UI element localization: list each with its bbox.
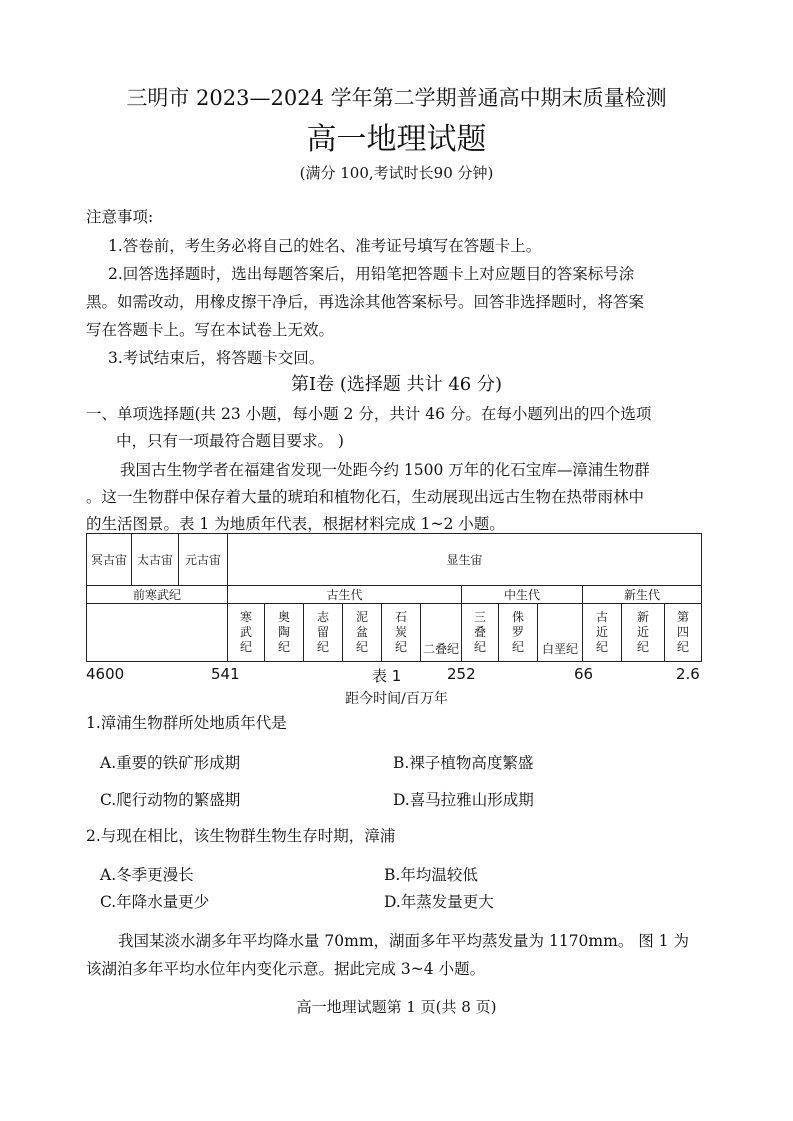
notice-item-2-line-3: 写在答题卡上。写在本试卷上无效。 bbox=[86, 321, 335, 339]
section-intro-line-2: 中，只有一项最符合题目要求。 ) bbox=[116, 432, 344, 450]
question-2-option-d: D.年蒸发量更大 bbox=[384, 893, 494, 911]
section-title: 第Ⅰ卷 (选择题 共计 46 分) bbox=[291, 374, 502, 395]
question-1-option-d: D.喜马拉雅山形成期 bbox=[393, 791, 534, 809]
table-caption: 表 1 bbox=[372, 667, 402, 685]
passage1-line-2: 。这一生物群中保存着大量的琥珀和植物化石，生动展现出远古生物在热带雨林中 bbox=[86, 488, 645, 506]
notice-heading: 注意事项: bbox=[86, 208, 154, 226]
eon-hadean: 冥古宙 bbox=[87, 534, 132, 586]
passage2-line-2: 该湖泊多年平均水位年内变化示意。据此完成 3~4 小题。 bbox=[86, 960, 486, 978]
axis-value-2-6: 2.6 bbox=[676, 665, 700, 683]
period-neogene: 新近纪 bbox=[622, 604, 665, 662]
notice-item-2-line-2: 黑。如需改动，用橡皮擦干净后，再选涂其他答案标号。回答非选择题时，将答案 bbox=[86, 293, 645, 311]
question-2-stem: 2.与现在相比，该生物群生物生存时期，漳浦 bbox=[86, 827, 396, 845]
section-intro-line-1: 一、单项选择题(共 23 小题，每小题 2 分，共计 46 分。在每小题列出的四个选项 bbox=[86, 405, 652, 423]
axis-value-4600: 4600 bbox=[86, 665, 125, 683]
paper-title: 高一地理试题 bbox=[306, 122, 487, 157]
era-paleozoic: 古生代 bbox=[228, 586, 462, 604]
question-1-option-b: B.裸子植物高度繁盛 bbox=[393, 754, 534, 772]
page-footer: 高一地理试题第 1 页(共 8 页) bbox=[296, 998, 497, 1016]
question-2-option-a: A.冬季更漫长 bbox=[100, 866, 194, 884]
question-2-option-b: B.年均温较低 bbox=[384, 866, 478, 884]
exam-header-line: 三明市 2023—2024 学年第二学期普通高中期末质量检测 bbox=[126, 86, 667, 110]
period-triassic: 三叠纪 bbox=[462, 604, 499, 662]
precambrian-label: 前寒武纪 bbox=[87, 586, 228, 604]
geologic-time-table bbox=[86, 533, 702, 662]
period-quaternary: 第四纪 bbox=[665, 604, 702, 662]
notice-item-2-line-1: 2.回答选择题时，选出每题答案后，用铅笔把答题卡上对应题目的答案标号涂 bbox=[108, 265, 635, 283]
axis-value-541: 541 bbox=[211, 665, 240, 683]
period-cretaceous: 白垩纪 bbox=[538, 604, 583, 662]
period-permian: 二叠纪 bbox=[421, 604, 462, 662]
period-devonian: 泥盆纪 bbox=[343, 604, 382, 662]
exam-meta: (满分 100,考试时长90 分钟) bbox=[299, 164, 494, 182]
passage1-line-3: 的生活图景。表 1 为地质年代表，根据材料完成 1~2 小题。 bbox=[86, 515, 505, 533]
passage2-line-1: 我国某淡水湖多年平均降水量 70mm，湖面多年平均蒸发量为 1170mm。 图 1 为 bbox=[118, 932, 689, 950]
question-1-stem: 1.漳浦生物群所处地质年代是 bbox=[86, 714, 287, 732]
precambrian-empty-cell bbox=[87, 604, 228, 662]
period-paleogene: 古近纪 bbox=[583, 604, 622, 662]
notice-item-3: 3.考试结束后，将答题卡交回。 bbox=[108, 349, 325, 367]
axis-value-252: 252 bbox=[447, 665, 476, 683]
era-mesozoic: 中生代 bbox=[462, 586, 583, 604]
period-jurassic: 侏罗纪 bbox=[499, 604, 538, 662]
axis-label: 距今时间/百万年 bbox=[345, 691, 448, 707]
eon-proterozoic: 元古宙 bbox=[179, 534, 228, 586]
axis-value-66: 66 bbox=[574, 665, 594, 683]
eon-phanerozoic: 显生宙 bbox=[228, 534, 702, 586]
eon-archean: 太古宙 bbox=[132, 534, 179, 586]
period-carboniferous: 石炭纪 bbox=[382, 604, 421, 662]
period-silurian: 志留纪 bbox=[304, 604, 343, 662]
era-cenozoic: 新生代 bbox=[583, 586, 702, 604]
question-2-option-c: C.年降水量更少 bbox=[100, 893, 210, 911]
question-1-option-a: A.重要的铁矿形成期 bbox=[100, 754, 241, 772]
question-1-option-c: C.爬行动物的繁盛期 bbox=[100, 791, 241, 809]
period-cambrian: 寒武纪 bbox=[228, 604, 265, 662]
passage1-line-1: 我国古生物学者在福建省发现一处距今约 1500 万年的化石宝库—漳浦生物群 bbox=[120, 461, 650, 479]
notice-item-1: 1.答卷前，考生务必将自己的姓名、准考证号填写在答题卡上。 bbox=[108, 237, 542, 255]
period-ordovician: 奥陶纪 bbox=[265, 604, 304, 662]
